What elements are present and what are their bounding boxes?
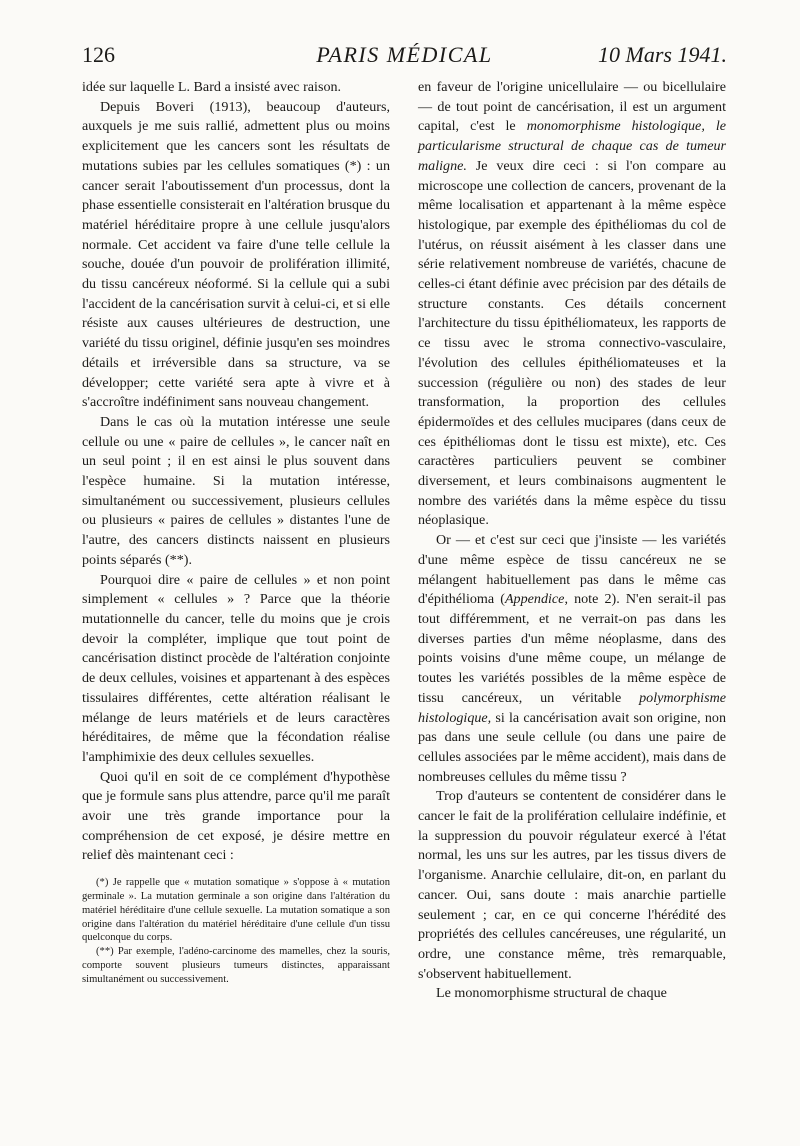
emphasis: monomorphisme histologique, le particularisme structural de chaque cas de tumeur maligne. <box>418 118 727 174</box>
paragraph: Dans le cas où la mutation intéresse une seule cellule ou une « paire de cellules », le cancer naît en un seul point ; il en est ainsi le plus souvent dans l'espèce humaine. Si la mutation intéresse, simultanément ou successivement, plusieurs cellules ou plusieurs « paires de cellules » distantes l'une de l'autre, des cancers distincts naissent en plusieurs points séparés (**). <box>82 413 390 568</box>
paragraph: Pourquoi dire « paire de cellules » et non point simplement « cellules » ? Parce que la théorie mutationnelle du cancer, telle du moins que je crois devoir la compléter, implique que tout point de cancérisation distinct procède de l'altération conjointe de deux cellules, voisines et appartenant à des espèces tissulaires différentes, cette altération réalisant le mélange de leurs matériels et de leurs caractères héréditaires, de même que la fécondation réalise l'amphimixie des deux cellules sexuelles. <box>82 571 390 765</box>
paragraph: Quoi qu'il en soit de ce complément d'hypothèse que je formule sans plus attendre, parce qu'il me paraît avoir une très grande importance pour la compréhension de cet exposé, je désire mettre en relief dès maintenant ceci : <box>82 768 390 864</box>
text-run: en faveur de l'origine unicellulaire — ou bicellulaire — de tout point de cancérisation, il est un argument capital, c'est le <box>418 79 726 135</box>
paragraph: Le monomorphisme structural de chaque <box>436 985 667 1002</box>
text-run: Or — et c'est sur ceci que j'insiste — les variétés d'une même espèce de tissu cancéreux ne se mélangent habituellement pas dans le même cas d'épithélioma ( <box>418 532 726 608</box>
right-column <box>418 78 726 1004</box>
left-column <box>82 78 390 987</box>
paragraph: Trop d'auteurs se contentent de considérer dans le cancer le fait de la prolifération cellulaire indéfinie, et la suppression du pouvoir régulateur exercé à l'état normal, les uns sur les autres, par les tissus divers de l'organisme. Anarchie cellulaire, dit-on, en parlant du cancer. Oui, sans doute : mais anarchie partielle seulement ; car, en ce qui concerne l'hérédité des propriétés des cellules cancéreuses, une régularité, un ordre, une constance même, très remarquable, s'observent habituellement. <box>418 788 726 982</box>
text-run: Je veux dire ceci : si l'on compare au microscope une collection de cancers, provenant de la même localisation et appartenant à la même espèce histologique, par exemple des épithéliomas du col de l'utérus, on réussit aisément à les classer dans une série relativement nombreuse de variétés, chacune de celles-ci étant définie avec précision par des détails de structure constants. Ces détails concernent l'architecture du tissu épithéliomateux, les rapports de ce tissu avec le stroma connectivo-vasculaire, l'évolution des cellules épithéliomateuses et la succession (régulière ou non) des stades de leur transformation, la proportion des cellules épidermoïdes et des cellules mucipares (dans ceux de ces épithéliomas dont le tissu est mixte), etc. Ces caractères particuliers peuvent se combiner diversement, et leurs combinaisons augmentent le nombre des variétés dans la même espèce du tissu néoplasique. <box>418 157 726 529</box>
paragraph: Depuis Boveri (1913), beaucoup d'auteurs, auxquels je me suis rallié, admettent plus ou moins explicitement que les cancers sont les résultats de mutations subies par les cellules somatiques (*) : un cancer serait l'aboutissement d'un processus, dont la phase essentielle consisterait en l'altération brusque du matériel héréditaire propre à une cellule jusqu'alors normale. Cet accident va faire d'une telle cellule la souche, douée d'un pouvoir de prolifération illimité, du tissu cancéreux néoformé. Si la cellule qui a subi l'accident de la cancérisation survit à celui-ci, et si elle résiste aux causes ultérieures de destruction, une variété du tissu originel, définie jusqu'en ses moindres détails et irréversible dans sa structure, va se développer; cette variété sera apte à vivre et à s'accroître indéfiniment sans nouveau changement. <box>82 98 390 411</box>
emphasis: polymorphisme histologique, <box>418 689 726 726</box>
footnote: (**) Par exemple, l'adéno-carcinome des mamelles, chez la souris, comporte souvent plusieurs tumeurs distinctes, apparaissant simultanément ou successivement. <box>82 946 390 985</box>
paragraph: idée sur laquelle L. Bard a insisté avec raison. <box>82 79 342 95</box>
paragraph <box>418 78 726 531</box>
footnote: (*) Je rappelle que « mutation somatique » s'oppose à « mutation germinale ». La mutation germinale a son origine dans l'altération du matériel héréditaire d'une cellule sexuelle. La mutation somatique a son origine dans l'altération du matériel héréditaire d'une cellule d'un tissu quelconque du corps. <box>82 877 390 944</box>
journal-title: PARIS MÉDICAL <box>316 42 493 67</box>
emphasis: Appendice <box>504 591 565 608</box>
text-run: , note 2). N'en serait-il pas tout différemment, et ne verrait-on pas dans les diverses parties d'un même néoplasme, dans des points voisins d'une même coupe, un mélange de toutes les variétés possibles de la même espèce de tissu cancéreux, un véritable <box>418 591 726 706</box>
running-header <box>82 40 727 70</box>
page-number: 126 <box>82 42 115 67</box>
footnotes <box>82 876 390 986</box>
paragraph <box>418 531 726 787</box>
text-run: si la cancérisation avait son origine, non pas dans une seule cellule (ou dans une paire de cellules associées par le même accident), mais dans de nombreuses cellules du même tissu ? <box>418 709 726 785</box>
issue-date: 10 Mars 1941. <box>598 42 727 67</box>
